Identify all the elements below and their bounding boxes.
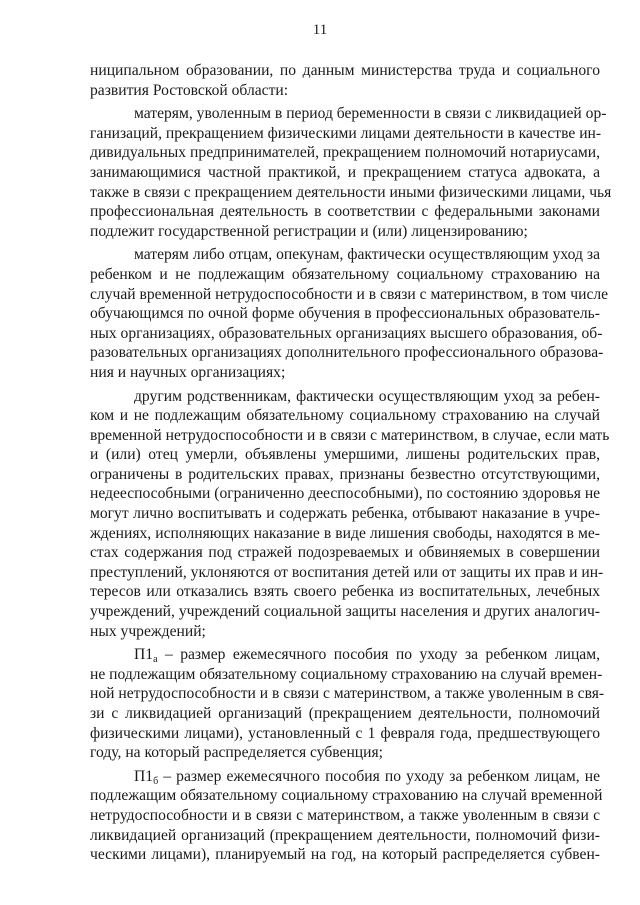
text-line: преступлений, уклоняются от воспитания детей или от защиты их прав и ин-	[90, 563, 604, 581]
text-line: ребенком и не подлежащим обязательному социальному страхованию на	[90, 265, 600, 283]
paragraph-mothers-fathers-guardians	[90, 245, 609, 382]
text-line: физическими лицами), установленный с 1 февраля года, предшествующего	[90, 724, 600, 742]
text-line: обучающимся по очной форме обучения в профессиональных образователь-	[90, 305, 600, 323]
formula-definition: – размер ежемесячного пособия по уходу за ребенком лицам, не	[158, 767, 600, 785]
formula-definition: – размер ежемесячного пособия по уходу за ребенком лицам,	[157, 646, 600, 664]
text-line: тересов или отказались взять своего ребенка из воспитательных, лечебных	[90, 583, 600, 601]
text-line: профессиональная деятельность в соответствии с федеральными законами	[90, 203, 600, 221]
text-line: и (или) отец умерли, объявлены умершими, лишены родительских прав,	[90, 446, 600, 464]
text-line: ограничены в родительских правах, признаны безвестно отсутствующими,	[90, 465, 600, 483]
text-line: разовательных организациях дополнительного профессионального образова-	[90, 344, 604, 362]
text-line	[90, 645, 600, 665]
paragraph-other-relatives	[90, 387, 610, 642]
text-line: ных организациях, образовательных организациях высшего образования, об-	[90, 324, 603, 342]
text-line: ниципальном образовании, по данным министерства труда и социального	[90, 62, 600, 79]
page-number: 11	[312, 22, 328, 38]
document-body	[90, 61, 612, 865]
text-line: ния и научных организациях;	[90, 363, 286, 381]
text-line	[90, 767, 600, 787]
text-line: недееспособными (ограниченно дееспособными), по состоянию здоровья не	[90, 485, 601, 503]
text-line: подлежит государственной регистрации и (или) лицензированию;	[90, 222, 528, 240]
text-line: не подлежащим обязательному социальному страхованию на случай времен-	[90, 665, 603, 683]
text-line: ганизаций, прекращением физическими лицами деятельности в качестве ин-	[90, 124, 602, 142]
text-line: ной нетрудоспособности и в связи с материнством, а также уволенным в свя-	[90, 685, 605, 703]
text-line: зи с ликвидацией организаций (прекращением деятельности, полномочий	[90, 705, 600, 722]
text-line: также в связи с прекращением деятельности иными физическими лицами, чья	[90, 183, 612, 201]
text-line: ком и не подлежащим обязательному социальному страхованию на случай	[90, 407, 600, 425]
text-line: развития Ростовской области:	[90, 81, 289, 99]
text-line: временной нетрудоспособности и в связи с материнством, в случае, если мать	[90, 426, 610, 444]
text-line: учреждений, учреждений социальной защиты населения и других аналогич-	[90, 603, 600, 621]
formula-subscript: б	[153, 775, 159, 787]
text-line: ждениях, исполняющих наказание в виде лишения свободы, находятся в ме-	[90, 524, 600, 542]
paragraph-mothers-dismissed	[90, 104, 612, 241]
text-line: нетрудоспособности и в связи с материнством, а также уволенным в связи с	[90, 806, 600, 824]
text-line: подлежащим обязательному социальному страхованию на случай временной	[90, 787, 603, 805]
text-line: могут лично воспитывать и содержать ребенка, отбывают наказание в учре-	[90, 505, 600, 523]
text-line: случай временной нетрудоспособности и в связи с материнством, в том числе	[90, 285, 609, 303]
paragraph-formula-p1a	[90, 645, 605, 763]
paragraph-formula-p1b	[90, 767, 603, 865]
paragraph-intro-continuation	[90, 61, 600, 100]
text-line: ческими лицами), планируемый на год, на который распределяется субвен-	[90, 846, 600, 864]
text-line: стах содержания под стражей подозреваемых и обвиняемых в совершении	[90, 544, 600, 562]
text-line: матерям, уволенным в период беременности в связи с ликвидацией ор-	[134, 105, 607, 123]
formula-symbol: П1	[134, 767, 154, 785]
text-line: дивидуальных предпринимателей, прекращением полномочий нотариусами,	[90, 144, 600, 162]
text-line: ликвидацией организаций (прекращением деятельности, полномочий физи-	[90, 826, 600, 844]
text-line: занимающимися частной практикой, и прекращением статуса адвоката, а	[90, 163, 600, 181]
formula-subscript: а	[153, 654, 158, 666]
text-line: ных учреждений;	[90, 622, 206, 640]
formula-symbol: П1	[134, 646, 154, 664]
text-line: матерям либо отцам, опекунам, фактически осуществляющим уход за	[134, 246, 600, 264]
text-line: другим родственникам, фактически осуществляющим уход за ребен-	[134, 387, 600, 405]
text-line: году, на который распределяется субвенция;	[90, 744, 383, 762]
